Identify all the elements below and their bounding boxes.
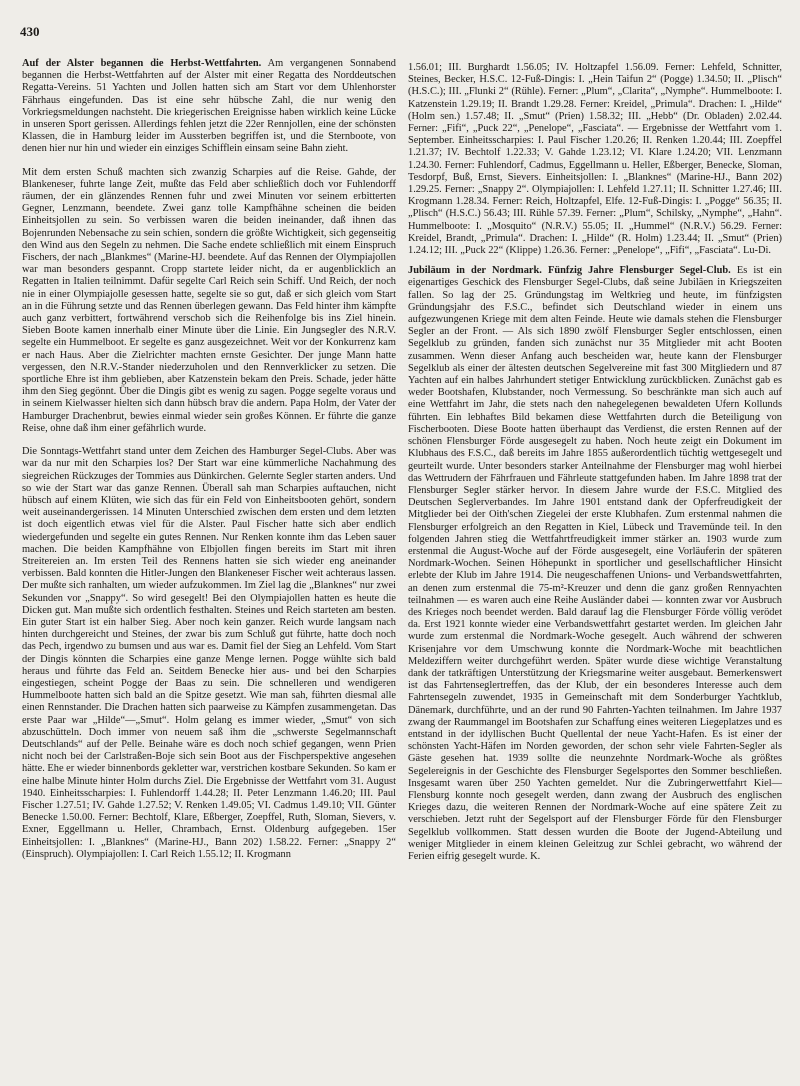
article-flensburg-heading: Jubiläum in der Nordmark. Fünfzig Jahre Flensburger Segel-Club. xyxy=(408,265,731,277)
article-flensburg-body: Es ist ein eigenartiges Geschick des Flensburger Segel-Clubs, daß seine Jubiläen in Kriegszeiten fallen. So lag der 25. Gründungstag im Weltkrieg und heute, im fünfzigsten Gründungsjahr des F.S.C., befindet sich Deutschland wieder in einem uns aufgezwungenen Kriege mit dem alten Feinde. Heute wie damals stehen die Flensburger Segler an der Front. — Als sich 1890 zwölf Flensburger Segler entschlossen, einen Segelklub zu gründen, fanden sich zunächst nur 35 Mitglieder mit acht Booten zusammen. Wenn dieser Anfang auch bescheiden war, heute kann der Flensburger Segelklub als einer der ältesten deutschen Segelvereine mit fast 300 Mitgliedern und 87 Yachten auf ein halbes Jahrhundert stetiger Entwicklung zurückblicken. Zunächst gab es weder Bootshafen, Klubstander, noch Vermessung. So beschränkte man sich auch auf eine Wettfahrt im Jahr, die stets nach den nahegelegenen bewaldeten Ufern Kollunds führten. Ein lebhaftes Bild bekamen diese Wettfahrten durch die Beteiligung von Fischerbooten. Diese Boote hatten überhaupt das Verdienst, die ersten Rennen auf der schönen Flensburger Förde ausgesegelt zu haben. Noch heute zeigt ein Dokument im Klubhaus des F.S.C., daß bereits im Jahre 1855 außerordentlich tüchtig wettgesegelt und geurteilt wurde. Unter besonders starker Anteilnahme der Flensburger mag wohl hierbei das Wettrudern der Fährfrauen und Fährleute stattgefunden haben. Im Jahre 1898 trat der Flensburger Segler stärker hervor. In diesem Jahre wurde der F.S.C. Mitglied des Deutschen Seglerverbandes. Im Jahre 1901 entstand dank der Opferfreudigkeit der Mitglieder bei der Oith'schen Ziegelei der erste Klubhafen. Zum erstenmal nahmen die Flensburger erfolgreich an den Regatten in Kiel, Lübeck und Travemünde teil. In den folgenden Jahren stieg die Wettfahrtfreudigkeit immer stärker an. 1903 wurde zum erstenmal die August-Woche auf der Förde ausgesegelt, eine Vorläuferin der späteren Nordmark-Wochen. Seinen Höhepunkt in sportlicher und gesellschaftlicher Hinsicht erlebte der Klub im Jahre 1914. Die neugeschaffenen Unions- und Verbandswettfahrten, an denen zum erstenmal die 75-m²-Kreuzer und denn die ganz großen Rennyachten teilnahmen — es waren auch eine Reihe Ausländer dabei — konnten zwar vor Ausbruch des Krieges noch beendet werden. Bald darauf lag die Flensburger Förde völlig verödet da. Erst 1921 konnte wieder eine Verbandswettfahrt gestartet werden. Im gleichen Jahr wurde zum erstenmal die Nordmark-Woche gesegelt. Auch während der schweren Krisenjahre vor dem Umschwung konnte die Nordmark-Woche mit beachtlichen Meldeziffern weiter durchgeführt werden. Später wurde diese wichtige Veranstaltung dank der tatkräftigen Unterstützung der Kriegsmarine weiter ausgebaut. Bemerkenswert ist das Fahrtenseglertreffen, das der Klub, der ein besonderes Interesse auch dem Fahrtensegeln zuwendet, 1935 in Gemeinschaft mit dem Sonderburger Yachtklub, Dänemark, durchführte, und an der rund 90 Fahrten-Yachten teilnahmen. Im Jahre 1937 zwang der Raummangel im Bootshafen zur Schaffung eines weiteren Liegeplatzes und es entstand in der idyllischen Bucht Quellental der neue Yacht-Hafen. Es ist einer der schönsten Yacht-Häfen im Norden geworden, der schon sehr viele Fahrten-Segler als Gäste gesehen hat. 1939 sollte die neunzehnte Nordmark-Woche als größtes Segelereignis in der Geschichte des Flensburger Segelsportes den Sommer beschließen. Insgesamt waren über 250 Yachten gemeldet. Nur die Zubringerwettfahrt Kiel—Flensburg konnte noch gesegelt werden, dann zwang der Ausbruch des englischen Krieges dazu, die weiteren Rennen der Nordmark-Woche auf eine spätere Zeit zu verschieben. Jetzt ruht der Segelsport auf der Flensburger Förde für den Flensburger Segelklub vollkommen. Statt dessen wurden die Boote der Jugend-Abteilung und weniger Mitglieder in einem kleinen Geleitzug zur Schlei gebracht, wo während der Ferien eifrig gesegelt wurde. xyxy=(408,265,782,862)
right-column xyxy=(408,62,782,874)
article-alster-heading: Auf der Alster begannen die Herbst-Wettfahrten. xyxy=(22,58,262,69)
results-continued-paragraph xyxy=(408,62,782,257)
article-alster-text-1: Am vergangenen Sonnabend begannen die Herbst-Wettfahrten auf der Alster mit einer Regatta des Norddeutschen Regatta-Vereins. 51 Yachten und Jollen hatten sich am Start vor dem Uhlenhorster Fährhaus eingefunden. Das ist eine sehr hübsche Zahl, die nur wenig den Vorkriegsmeldungen nachsteht. Die kriegerischen Ereignisse haben wirklich keine Lücke in unseren Sport gerissen. Allerdings fehlen jetzt die 22er Rennjollen, eine der schönsten Klassen, die in Hamburg leider im Aussterben begriffen ist, und die Sternboote, von denen hier nur hin und wieder ein einziges Schifflein einsam seine Bahn zieht. xyxy=(22,58,396,155)
article-alster-paragraph-1 xyxy=(22,58,396,156)
page-number: 430 xyxy=(20,24,40,39)
results-signature: Lu-Di. xyxy=(743,245,772,257)
article-flensburg-paragraph xyxy=(408,265,782,863)
article-flensburg-signature: K. xyxy=(530,851,541,862)
results-continued-text: 1.56.01; III. Burghardt 1.56.05; IV. Holtzapfel 1.56.09. Ferner: Lehfeld, Schnitter, Steines, Becker, H.S.C. 12-Fuß-Dingis: I. „Hein Taifun 2“ (Pogge) 1.34.50; II. „Plisch“ (H.S.C.); III. „Flunki 2“ (Rühle). Ferner: „Plum“, „Clarita“, „Nymphe“. Hummelboote: I. Katzenstein 1.29.19; II. Brandt 1.29.28. Ferner: Kreidel, „Primula“. Drachen: I. „Hilde“ (Holm sen.) 1.57.48; II. „Smut“ (Prien) 1.58.32; III. „Hebb“ (Dr. Obladen) 2.02.44. Ferner: „Fifi“, „Puck 22“, „Penelope“, „Fasciata“. — Ergebnisse der Wettfahrt vom 1. September. Einheitsscharpies: I. Paul Fischer 1.20.26; II. Renken 1.20.44; III. Zoepffel 1.21.37; IV. Bechtolf 1.22.33; V. Gahde 1.23.12; VI. Klare 1.24.20; VII. Lenzmann 1.24.30. Ferner: Fuhlendorf, Cadmus, Eggellmann u. Heller, Eßberger, Benecke, Sloman, Tesdorpf, Buß, Ernst, Sievers. Einheitsjollen: I. „Blanknes“ (Marine-HJ., Bann 202) 1.29.25. Ferner: „Snappy 2“. Olympiajollen: I. Lehfeld 1.27.11; II. Schnitter 1.27.46; III. Krogmann 1.28.34. Ferner: Reich, Holtzapfel, Elfe. 12-Fuß-Dingis: I. „Pogge“ 56.35; II. „Plisch“ (H.S.C.) 56.43; III. Rühle 57.39. Ferner: „Plum“, Schilsky, „Nymphe“, „Hahn“. Hummelboote: I. „Mosquito“ (N.R.V.) 55.05; II. „Hummel“ (N.R.V.) 56.29. Ferner: Kreidel, Brandt, „Primula“. Drachen: I. „Hilde“ (R. Holm) 1.23.44; II. „Smut“ (Prien) 1.24.12; III. „Puck 22“ (Klippe) 1.26.36. Ferner: „Penelope“, „Fifi“, „Fasciata“. xyxy=(408,62,782,257)
left-column xyxy=(22,58,396,872)
article-alster-paragraph-3: Die Sonntags-Wettfahrt stand unter dem Zeichen des Hamburger Segel-Clubs. Aber was war da nur mit den Scharpies los? Der Start war eine kümmerliche Nachahmung des siegreichen Rückzuges der Tommies aus Dünkirchen. Gelernte Segler starten anders. Und so wie der Start war das ganze Rennen. Überall sah man Scharpies auftauchen, nicht hübsch auf einem Klüten, wie sich das für ein Feld von Einheitsbooten gehört, sondern weit auseinandergerissen. 14 Minuten Unterschied zwischen dem ersten und dem letzten ist doch eigentlich etwas viel für die Alster. Paul Fischer hatte sich aber endlich wiedergefunden und segelte ein gutes Rennen. Nur Renken konnte ihm das Leben sauer machen. Die beiden Kampfhähne von Elbjollen fingen bereits im Start mit ihren Streitereien an. Im ersten Teil des Rennens hatten sie sich wieder eng aneinander verbissen. Bald konnten die Hitler-Jungen den Blankeneser Fischer weit achteraus lassen. Der mußte sich ranhalten, um wieder aufzukommen. Im Ziel lag die „Blanknes“ nur zwei Sekunden vor „Snappy“. So wird gesegelt! Bei den Olympiajollen hatten es heute die Dicken gut. Man mußte sich ordentlich festhalten. Steines und Reich starteten am besten. Ein guter Start ist ein halber Sieg. Aber noch kein ganzer. Reich wurde langsam nach hinten durchgereicht und Steines, der zwar bis zum Schluß gut führte, hatte doch noch das Pech, irgendwo zu bumsen und aus war es. Damit fiel der Sieg an Lehfeld. Vom Start der Dingis könnten die Scharpies eine ganze Menge lernen. Pogge wühlte sich bald heraus und führte das Feld an. Seitdem Benecke hier aus- und bei den Scharpies eingestiegen, scheint Pogge der Baas zu sein. Die schnelleren und wendigeren Hummelboote hatten sich bald an die Spitze gesetzt. Wie man sah, führten diesmal alle einen Rennstander. Die Drachen hatten sich paarweise zu Kämpfen zusammengetan. Das erste Paar war „Hilde“—„Smut“. Holm gelang es immer wieder, „Smut“ von sich abzuschütteln. Doch immer von neuem saß ihm die „schwerste Segelmannschaft Deutschlands“ auf der Pelle. Beinahe wäre es doch noch schief gegangen, wenn Prien nicht noch bei der Carlstraßen-Boje sich sein Boot aus der Fischperspektive angesehen hätte. Ehe er wieder binnenbords gekletter war, verstrichen kostbare Sekunden. So kam er eine halbe Minute hinter Holm durchs Ziel. Die Ergebnisse der Wettfahrt vom 31. August 1940. Einheitsscharpies: I. Fuhlendorff 1.44.28; II. Peter Lenzmann 1.46.20; III. Paul Fischer 1.27.51; IV. Gahde 1.27.52; V. Renken 1.49.05; VI. Cadmus 1.49.10; VII. Günter Benecke 1.50.00. Ferner: Bechtolf, Klare, Eßberger, Zoepffel, Ruth, Sloman, Sievers, v. Exner, Eggellmann u. Heller, Chrambach, Ernst. Oldenburg aufgegeben. 15er Einheitsjollen: I. „Blanknes“ (Marine-HJ., Bann 202) 1.58.22. Ferner: „Snappy 2“ (Einspruch). Olympiajollen: I. Carl Reich 1.55.12; II. Krogmann xyxy=(22,446,396,860)
article-alster-paragraph-2: Mit dem ersten Schuß machten sich zwanzig Scharpies auf die Reise. Gahde, der Blankeneser, fuhrte lange Zeit, mußte das Feld aber schließlich doch vor Fuhlendorff räumen, der ein glänzendes Rennen fuhr und zwei Minuten vor seinem erbitterten Gegner, Lenzmann, beendete. Zwei ganz tolle Kampfhähne scheinen die beiden Einheitsjollen zu sein. So verbissen waren die beiden ineinander, daß ihnen das Bojenrunden Nebensache zu sein schien, sondern die größte Wichtigkeit, sich gegenseitig den Wind aus den Segeln zu nehmen. Die Sache endete schließlich mit einem Einspruch Fischers, der nach „Blankmes“ (Marine-HJ. beendete. Auf das Rennen der Olympiajollen war man besonders gespannt. Cropp startete leider nicht, da er augenblicklich an Regatten in Italien teilnimmt. Dafür segelte Carl Reich sein Schiff. Und Reich, der noch nie in einer Olympiajolle gesessen hatte, segelte sie so gut, daß er sich gleich vom Start an in die Führung setzte und das Rennen überlegen gewann. Das Feld hinter ihm kämpfte auch ganz verbittert, fortwährend verschob sich die Reihenfolge bis ins Ziel hinein. Sieben Boote kamen innerhalb einer Minute über die Linie. Ein Jungsegler des N.R.V. segelte ein Hummelboot. Er segelte es ganz ausgezeichnet. Weit vor der Konkurrenz kam er nach Haus. Aber die Zielrichter machten ernste Gesichter. Der junge Mann hatte vergessen, den N.R.V.-Stander niederzuholen und den Rennverklicker zu setzen. Die sportliche Ehre ist ihm geblieben, aber Katzenstein bekam den Preis. Schade, jeder hätte ihm den Sieg gegönnt. Über die Dingis gibt es wenig zu sagen. Pogge segelte voraus und in seinem Kielwasser hielten sich dann hübsch brav die andern. Papa Holm, der Vater der Hamburger Drachenbrut, bewies einmal wieder sein großes Können. Er führte die ganze Reise, ohne daß ihm einer gefährlich wurde. xyxy=(22,166,396,434)
